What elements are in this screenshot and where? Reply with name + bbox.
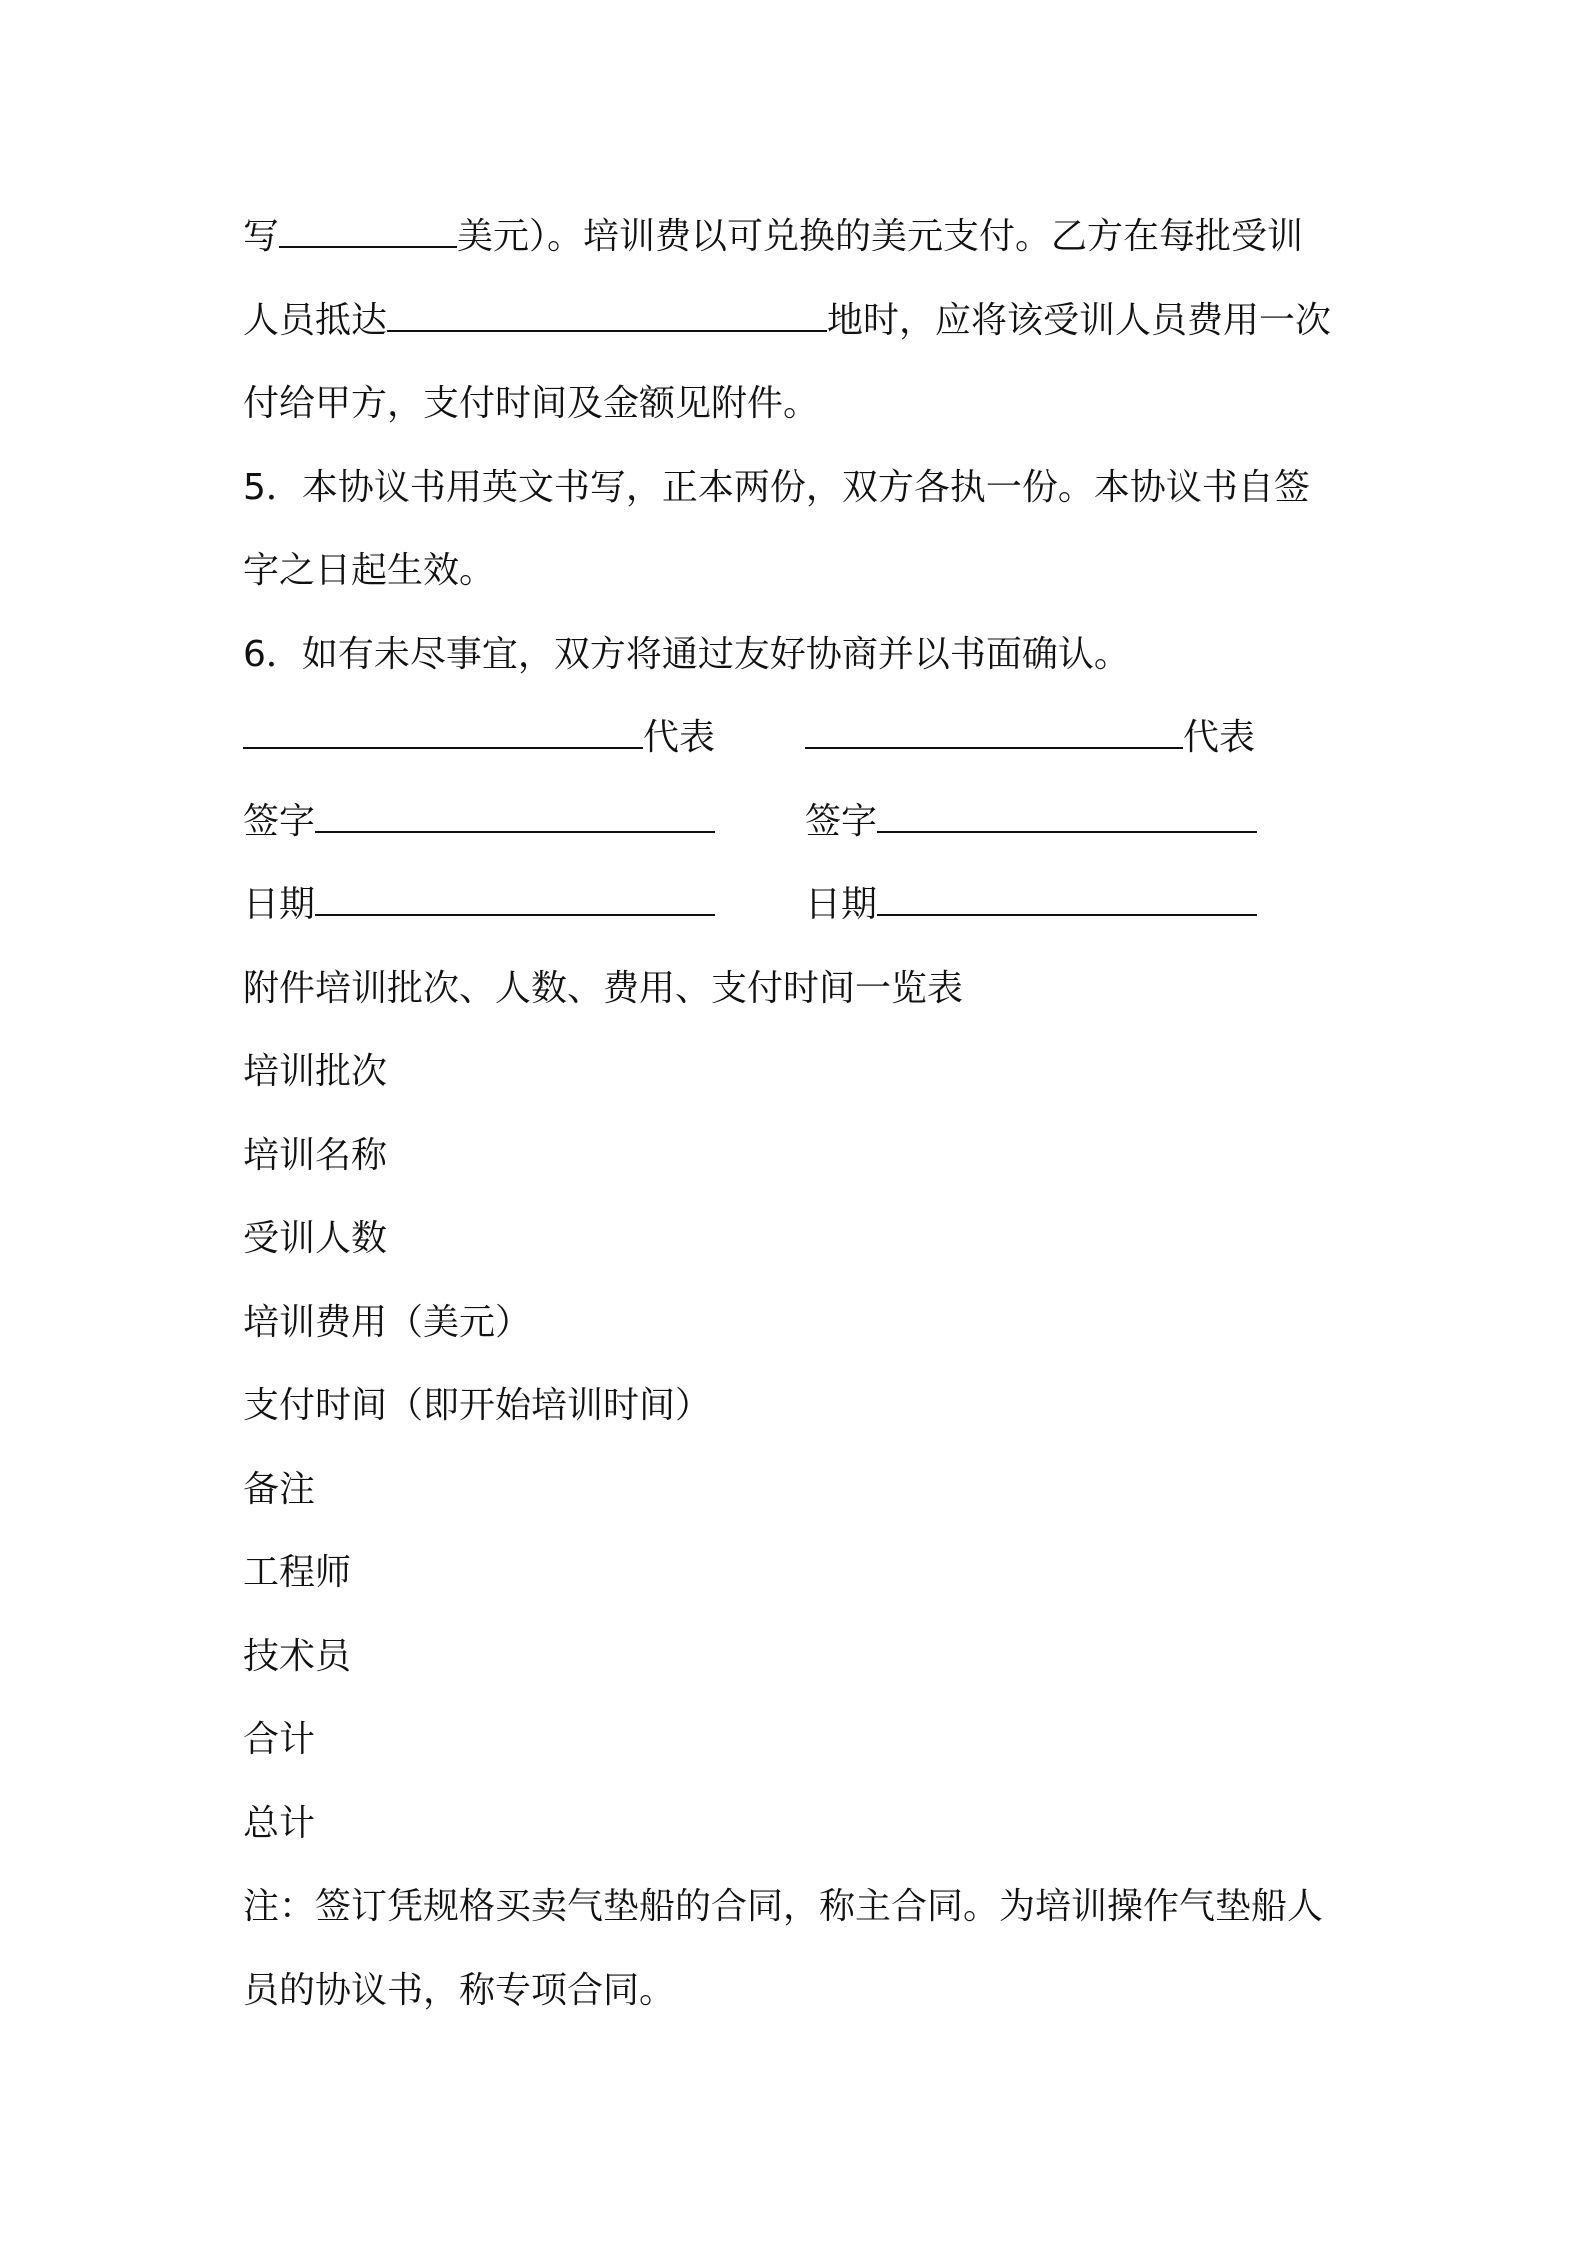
note-line-2: 员的协议书，称专项合同。	[243, 1969, 676, 2011]
attachment-item: 受训人数	[243, 1218, 388, 1259]
clause-6-line-1: 6．如有未尽事宜，双方将通过友好协商并以书面确认。	[243, 633, 1130, 675]
party-a-signature	[243, 780, 715, 864]
signature-date-row	[243, 863, 1353, 947]
clause-4-line-3: 付给甲方，支付时间及金额见附件。	[243, 383, 820, 424]
date-label: 日期	[243, 884, 316, 925]
text-segment: 美元）。培训费以可兑换的美元支付。乙方在每批受训	[457, 216, 1304, 257]
attachment-item: 合计	[243, 1719, 316, 1760]
attachment-item: 支付时间（即开始培训时间）	[243, 1385, 712, 1426]
text-segment: 写	[243, 216, 280, 257]
fill-blank-amount	[279, 216, 457, 248]
signature-label: 签字	[805, 800, 878, 842]
fill-blank-location	[387, 300, 827, 332]
fill-blank-party-b-name	[805, 717, 1183, 749]
text-segment: 地时，应将该受训人员费用一次	[827, 299, 1332, 341]
attachment-item: 技术员	[243, 1635, 352, 1677]
attachment-item: 工程师	[243, 1552, 352, 1593]
representative-label: 代表	[643, 717, 716, 758]
attachment-item: 总计	[243, 1802, 316, 1844]
party-a-date	[243, 863, 715, 947]
signature-sign-row	[243, 780, 1353, 864]
clause-4-line-1	[243, 195, 1353, 279]
party-b-signature	[805, 780, 1257, 864]
attachment-item: 培训名称	[243, 1134, 388, 1176]
clause-4-line-2	[243, 279, 1353, 363]
party-b-representative	[805, 696, 1255, 780]
signature-label: 签字	[243, 800, 316, 842]
fill-blank-party-b-date	[877, 884, 1257, 916]
representative-label: 代表	[1183, 717, 1256, 758]
fill-blank-party-b-signature	[877, 801, 1257, 833]
note-line-1: 注：签订凭规格买卖气垫船的合同，称主合同。为培训操作气垫船人	[243, 1886, 1324, 1927]
attachment-title: 附件培训批次、人数、费用、支付时间一览表	[243, 967, 964, 1009]
party-b-date	[805, 863, 1257, 947]
attachment-item: 培训批次	[243, 1051, 388, 1092]
fill-blank-party-a-name	[243, 717, 643, 749]
date-label: 日期	[805, 884, 878, 925]
attachment-item: 培训费用（美元）	[243, 1301, 532, 1343]
text-segment: 人员抵达	[243, 299, 388, 341]
document-body	[243, 195, 1353, 2032]
party-a-representative	[243, 696, 715, 780]
clause-5-line-1: 5．本协议书用英文书写，正本两份，双方各执一份。本协议书自签	[243, 466, 1310, 508]
clause-5-line-2: 字之日起生效。	[243, 550, 496, 591]
attachment-item: 备注	[243, 1468, 316, 1510]
fill-blank-party-a-date	[315, 884, 715, 916]
fill-blank-party-a-signature	[315, 801, 715, 833]
signature-rep-row	[243, 696, 1353, 780]
